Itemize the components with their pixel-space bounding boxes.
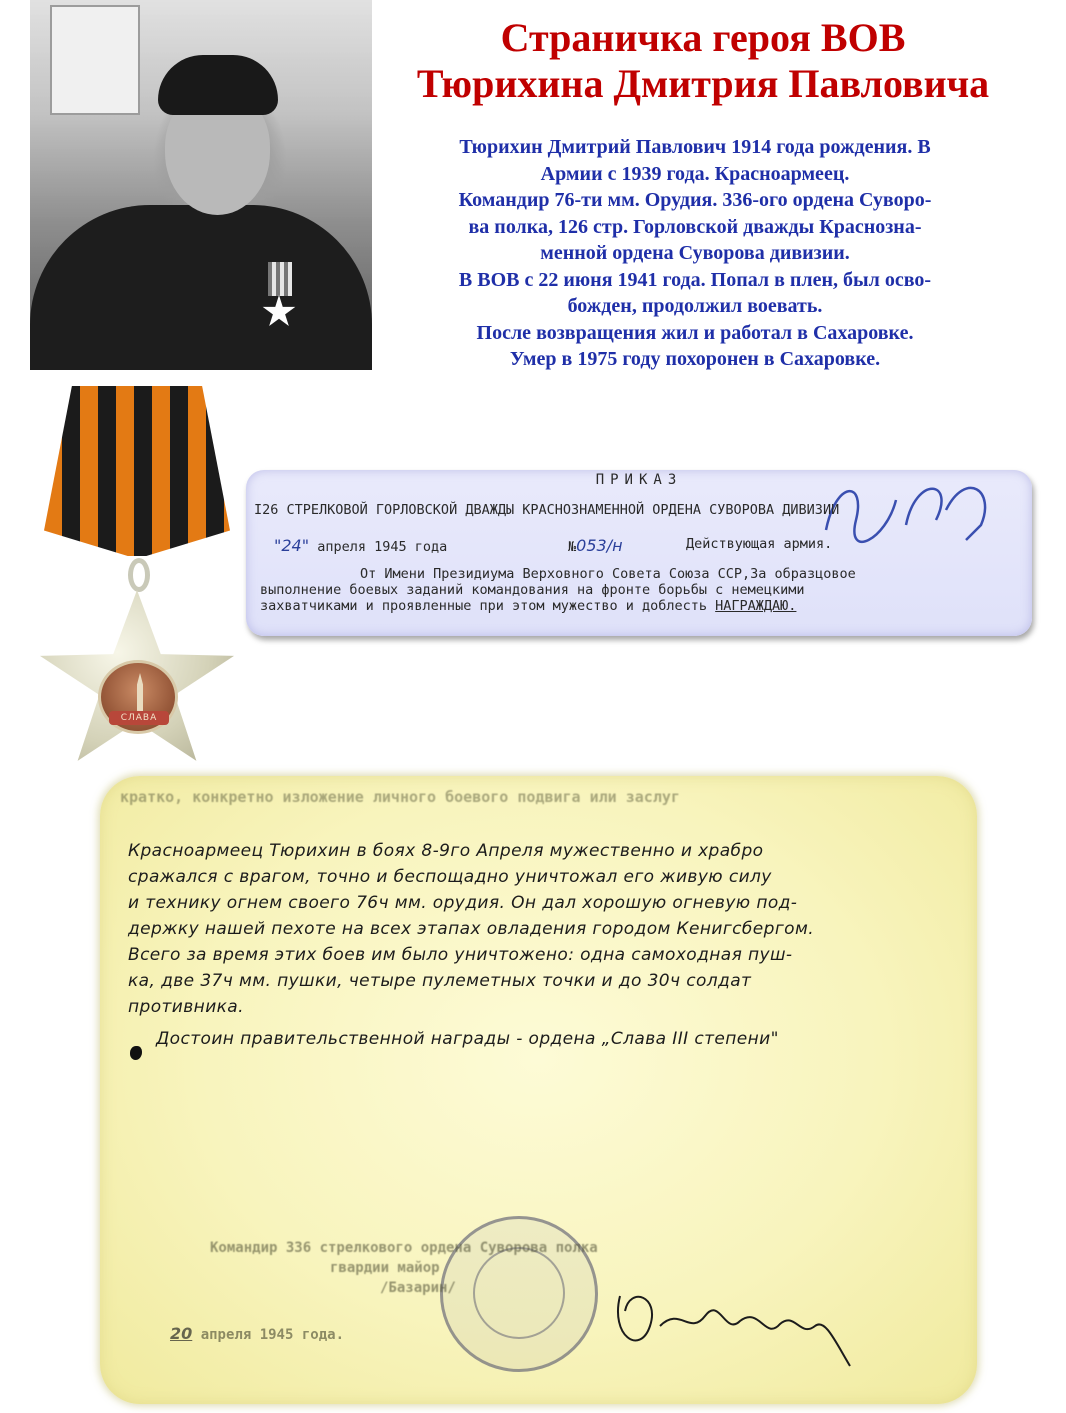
title-line-1: Страничка героя ВОВ xyxy=(500,15,906,60)
citation-line: ка, две 37ч мм. пушки, четыре пулеметных точки и до 30ч солдат xyxy=(128,971,752,991)
order-army: Действующая армия. xyxy=(686,536,833,552)
order-of-glory-medal xyxy=(38,380,238,775)
photo-medal-ribbon xyxy=(268,262,292,296)
sig-line-2: гвардии майор xyxy=(330,1260,440,1276)
order-number-value: 053/н xyxy=(576,536,623,555)
citation-date-day: 20 xyxy=(170,1324,193,1343)
citation-award-line: Достоин правительственной награды - ордена „Слава III степени" xyxy=(156,1029,779,1049)
photo-hair xyxy=(158,55,278,115)
citation-date-rest: апреля 1945 года. xyxy=(200,1327,344,1343)
citation-date xyxy=(170,1324,344,1343)
photo-coat xyxy=(30,205,372,370)
bio-line: Командир 76-ти мм. Орудия. 336-ого ордена Суворо- xyxy=(458,189,932,211)
page-title xyxy=(380,15,1026,107)
biography-text xyxy=(372,134,1018,373)
st-george-ribbon xyxy=(44,386,230,556)
citation-line: Красноармеец Тюрихин в боях 8-9го Апреля мужественно и храбро xyxy=(128,841,764,861)
citation-line: сражался с врагом, точно и беспощадно уничтожал его живую силу xyxy=(128,867,772,887)
order-heading: ПРИКАЗ xyxy=(595,472,683,488)
hero-portrait-photo xyxy=(30,0,372,370)
order-body xyxy=(260,566,1020,614)
bio-line: ва полка, 126 стр. Горловской дважды Краснозна- xyxy=(468,215,922,238)
order-date-rest: апреля 1945 года xyxy=(317,539,448,555)
sig-line-3: /Базарин/ xyxy=(380,1280,456,1296)
order-body-emphasis: НАГРАЖДАЮ. xyxy=(715,598,797,614)
citation-handwritten-text xyxy=(128,838,968,1052)
order-body-line-3 xyxy=(260,598,1020,614)
photo-background-sign xyxy=(50,5,140,115)
order-date xyxy=(274,536,447,555)
citation-line: и технику огнем своего 76ч мм. орудия. Он дал хорошую огневую под- xyxy=(128,893,798,913)
order-body-line: захватчиками и проявленные при этом мужество и доблесть xyxy=(260,598,716,614)
bio-line: Тюрихин Дмитрий Павлович 1914 года рождения. В xyxy=(459,136,931,158)
sig-line-1: Командир 336 стрелкового ордена Суворова полка xyxy=(210,1240,598,1256)
citation-faded-header: кратко, конкретно изложение личного боевого подвига или заслуг xyxy=(120,788,680,806)
ink-blot xyxy=(130,1046,142,1060)
order-body-line: От Имени Президиума Верховного Совета Союза ССР,За образцовое xyxy=(360,566,856,582)
bio-line: Умер в 1975 году похоронен в Сахаровке. xyxy=(509,348,881,370)
medal-center-disc xyxy=(98,660,178,734)
order-header-document xyxy=(246,470,1032,636)
order-number xyxy=(568,536,623,555)
title-line-2: Тюрихина Дмитрия Павловича xyxy=(416,61,990,106)
citation-document xyxy=(100,776,977,1404)
bio-line: менной ордена Суворова дивизии. xyxy=(540,242,850,264)
order-number-prefix: № xyxy=(568,539,577,555)
order-body-line: выполнение боевых заданий командования на фронте борьбы с немецкими xyxy=(260,582,805,598)
bio-line: божден, продолжил воевать. xyxy=(567,295,823,317)
commander-signature-block xyxy=(210,1238,598,1298)
medal-band-label: СЛАВА xyxy=(109,711,169,725)
handwritten-signature xyxy=(600,1266,860,1376)
citation-line: держку нашей пехоте на всех этапах овладения городом Кенигсбергом. xyxy=(128,919,815,939)
citation-line: Всего за время этих боев им было уничтожено: одна самоходная пуш- xyxy=(128,945,793,965)
bio-line: В ВОВ с 22 июня 1941 года. Попал в плен, был осво- xyxy=(458,268,932,291)
bio-line: После возвращения жил и работал в Сахаровке. xyxy=(476,321,914,344)
order-division-name: I26 СТРЕЛКОВОЙ ГОРЛОВСКОЙ ДВАЖДЫ КРАСНОЗНАМЕННОЙ ОРДЕНА СУВОРОВА ДИВИЗИИ xyxy=(254,502,840,518)
medal-ring xyxy=(128,558,150,592)
bio-line: Армии с 1939 года. Красноармеец. xyxy=(540,162,850,185)
order-date-day: "24" xyxy=(274,536,310,555)
citation-line: противника. xyxy=(128,997,244,1017)
